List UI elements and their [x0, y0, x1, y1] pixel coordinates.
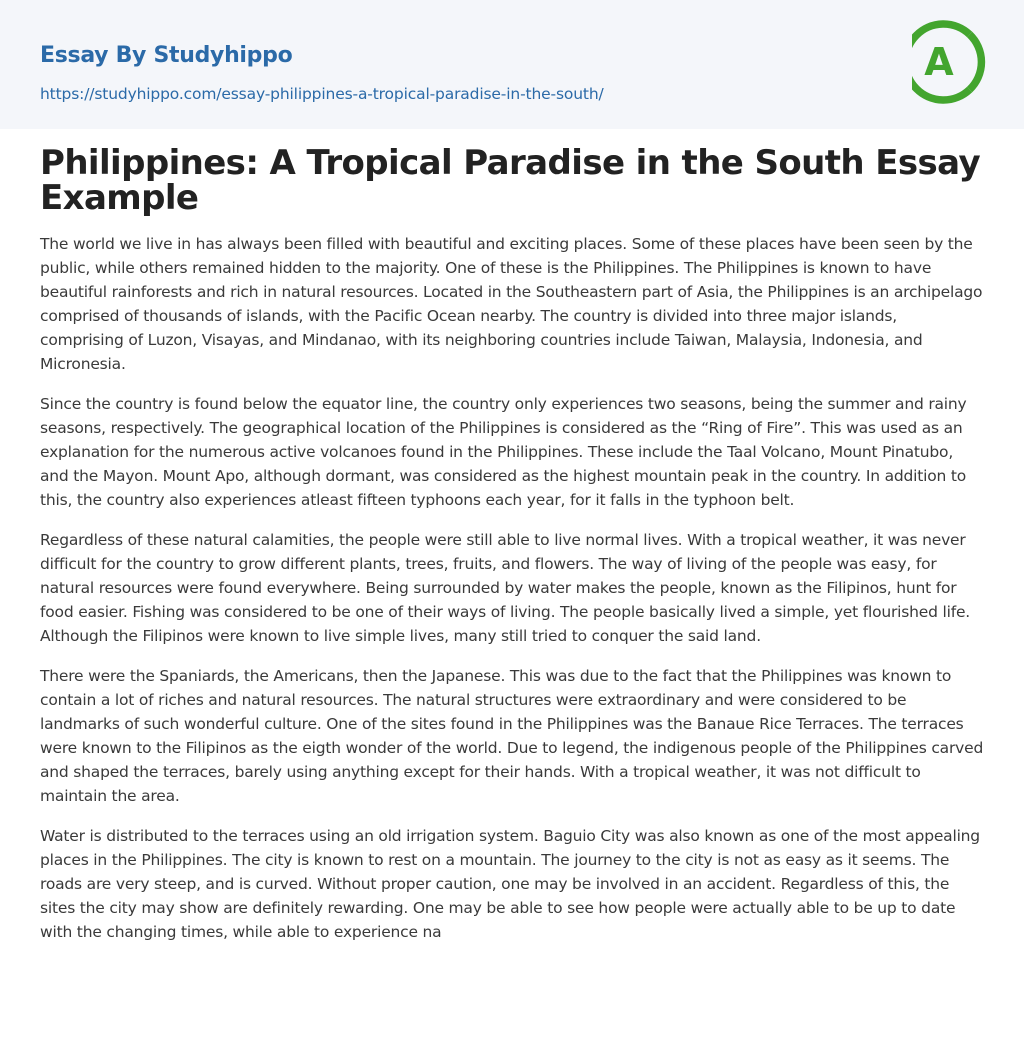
- studyhippo-logo-icon: [912, 19, 986, 105]
- source-url-link[interactable]: https://studyhippo.com/essay-philippines-a-tropical-paradise-in-the-south/: [40, 85, 604, 103]
- essay-paragraph: Water is distributed to the terraces using an old irrigation system. Baguio City was also known as one of the most appealing places in the Philippines. The city is known to rest on a mountain. The journey to the city is not as easy as it seems. The roads are very steep, and is curved. Without proper caution, one may be involved in an accident. Regardless of this, the sites the city may show are definitely rewarding. One may be able to see how people were actually able to be up to date with the changing times, while able to experience na: [40, 827, 980, 941]
- essay-body: [40, 232, 985, 944]
- site-header: [0, 0, 1024, 129]
- essay-title: Philippines: A Tropical Paradise in the South Essay Example: [40, 143, 981, 218]
- logo-letter: A: [924, 40, 954, 84]
- brand-title: Essay By Studyhippo: [40, 43, 293, 68]
- essay-paragraph: Regardless of these natural calamities, the people were still able to live normal lives. With a tropical weather, it was never difficult for the country to grow different plants, trees, fruits, and flowers. The way of living of the people was easy, for natural resources were found everywhere. Being surrounded by water makes the people, known as the Filipinos, hunt for food easier. Fishing was considered to be one of their ways of living. The people basically lived a simple, yet flourished life. Although the Filipinos were known to live simple lives, many still tried to conquer the said land.: [40, 531, 971, 645]
- essay-content: [40, 143, 985, 960]
- essay-paragraph: The world we live in has always been filled with beautiful and exciting places. Some of these places have been seen by the public, while others remained hidden to the majority. One of these is the Philippines. The Philippines is known to have beautiful rainforests and rich in natural resources. Located in the Southeastern part of Asia, the Philippines is an archipelago comprised of thousands of islands, with the Pacific Ocean nearby. The country is divided into three major islands, comprising of Luzon, Visayas, and Mindanao, with its neighboring countries include Taiwan, Malaysia, Indonesia, and Micronesia.: [40, 235, 983, 373]
- essay-paragraph: Since the country is found below the equator line, the country only experiences two seasons, being the summer and rainy seasons, respectively. The geographical location of the Philippines is considered as the “Ring of Fire”. This was used as an explanation for the numerous active volcanoes found in the Philippines. These include the Taal Volcano, Mount Pinatubo, and the Mayon. Mount Apo, although dormant, was considered as the highest mountain peak in the country. In addition to this, the country also experiences atleast fifteen typhoons each year, for it falls in the typhoon belt.: [40, 395, 967, 509]
- essay-paragraph: There were the Spaniards, the Americans, then the Japanese. This was due to the fact that the Philippines was known to contain a lot of riches and natural resources. The natural structures were extraordinary and were considered to be landmarks of such wonderful culture. One of the sites found in the Philippines was the Banaue Rice Terraces. The terraces were known to the Filipinos as the eigth wonder of the world. Due to legend, the indigenous people of the Philippines carved and shaped the terraces, barely using anything except for their hands. With a tropical weather, it was not difficult to maintain the area.: [40, 667, 984, 805]
